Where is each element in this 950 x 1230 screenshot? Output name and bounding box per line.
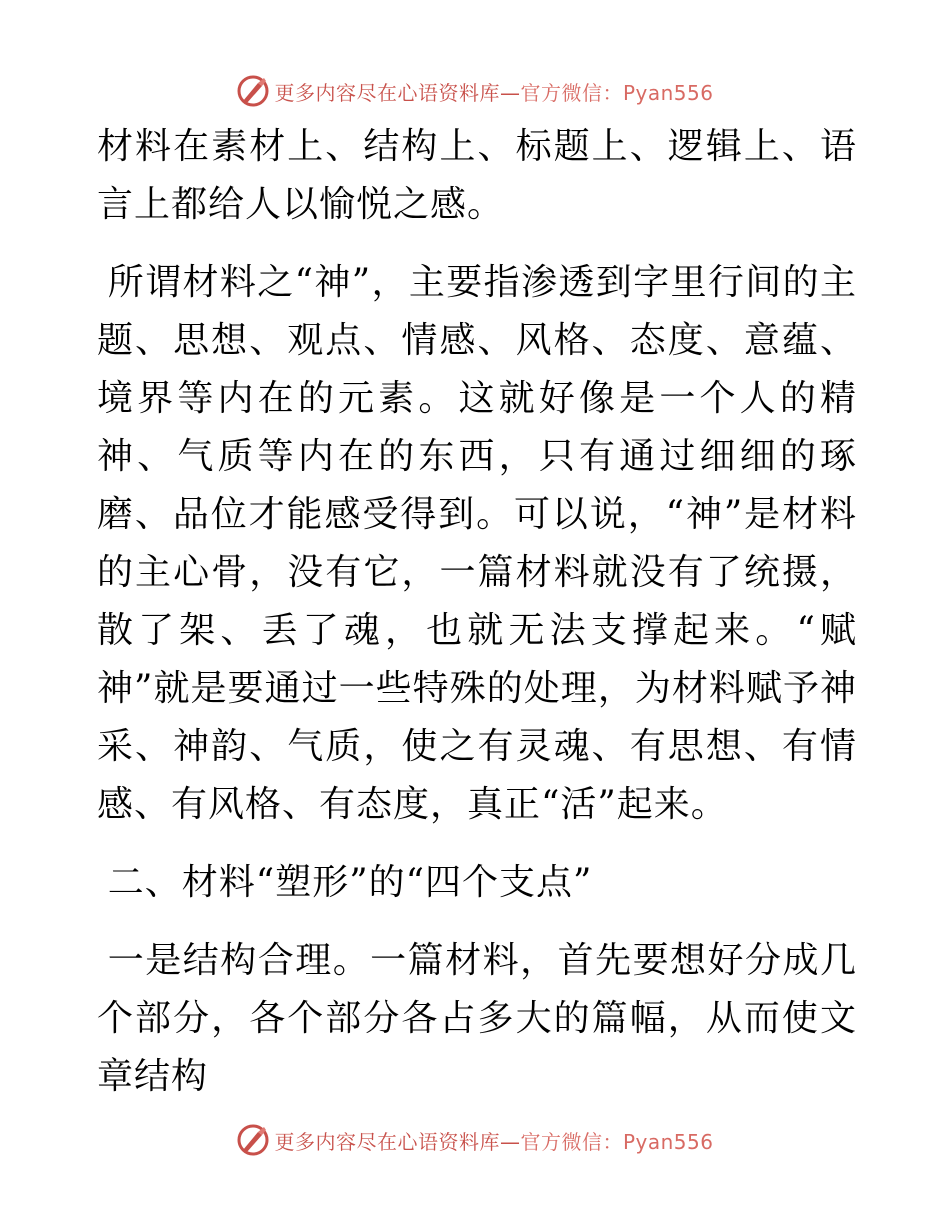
document-body (97, 118, 857, 1126)
pen-logo-icon (236, 1123, 270, 1157)
paragraph-2: 所谓材料之“神”，主要指渗透到字里行间的主题、思想、观点、情感、风格、态度、意蕴、境界等内在的元素。这就好像是一个人的精神、气质等内在的东西，只有通过细细的琢磨、品位才能感受得到。可以说，“神”是材料的主心骨，没有它，一篇材料就没有了统摄，散了架、丢了魂，也就无法支撑起来。“赋神”就是要通过一些特殊的处理，为材料赋予神采、神韵、气质，使之有灵魂、有思想、有情感、有风格、有态度，真正“活”起来。 (97, 262, 857, 825)
watermark-text: 更多内容尽在心语资料库— (274, 1129, 521, 1154)
pen-logo-icon (236, 74, 270, 108)
section-heading: 二、材料“塑形”的“四个支点” (107, 862, 593, 903)
page-header-watermark (0, 71, 950, 111)
page-footer-watermark (0, 1120, 950, 1160)
paragraph-1: 材料在素材上、结构上、标题上、逻辑上、语言上都给人以愉悦之感。 (97, 126, 857, 225)
watermark-text: 更多内容尽在心语资料库— (274, 80, 521, 105)
watermark-contact: 官方微信：Pyan556 (520, 80, 714, 105)
paragraph-3: 一是结构合理。一篇材料，首先要想好分成几个部分，各个部分各占多大的篇幅，从而使文章结构 (97, 940, 857, 1097)
watermark-contact: 官方微信：Pyan556 (520, 1129, 714, 1154)
